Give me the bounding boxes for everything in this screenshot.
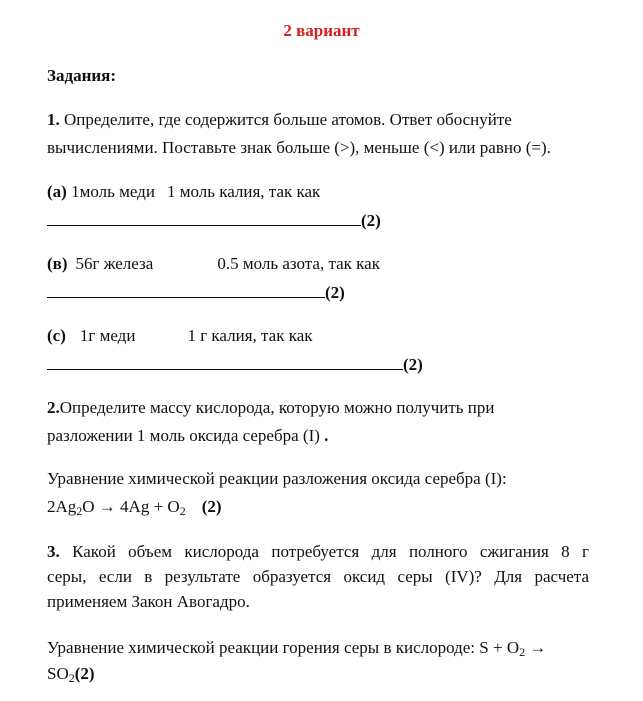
- q2-eq-sub2: 2: [179, 504, 186, 518]
- tasks-heading: [47, 66, 116, 86]
- q1c-item2: 1 г калия, так как: [187, 326, 313, 345]
- q1a-points: (2): [361, 211, 381, 230]
- q1a-label: (а): [47, 182, 67, 201]
- q3-number: 3.: [47, 542, 60, 561]
- q3-eq-product: SO: [47, 664, 69, 683]
- q3-line3: [47, 592, 250, 612]
- variant-title: 2 вариант: [283, 21, 360, 40]
- tasks-heading-text: Задания:: [47, 66, 117, 85]
- q1b-item1: 56г железа: [75, 254, 154, 273]
- q1c-points: (2): [403, 355, 423, 374]
- q1a-item1: 1моль меди: [71, 182, 155, 201]
- q1b-label: (в): [47, 254, 68, 273]
- q1-number: 1.: [47, 110, 60, 129]
- q1a-answer-blank-short: [47, 210, 87, 226]
- q2-text-line1: Определите массу кислорода, которую можно получить при: [59, 398, 495, 417]
- q1-line2: [47, 138, 551, 158]
- q1c-answer-line: [47, 354, 423, 375]
- q2-line1: [47, 398, 495, 418]
- q1b-points: (2): [325, 283, 345, 302]
- q3-text-line1: Какой объем кислорода потребуется для полного сжигания 8 г: [59, 542, 589, 561]
- q3-equation-label-line: [47, 638, 546, 658]
- q2-line2: [47, 426, 328, 446]
- q3-equation-label: Уравнение химической реакции горения серы в кислороде: S + O: [47, 638, 520, 657]
- q1c-label: (с): [47, 326, 66, 345]
- q3-text-line2: серы, если в результате образуется оксид серы (IV)? Для расчета: [47, 567, 589, 586]
- q1a-item2: 1 моль калия, так как: [166, 182, 321, 201]
- q2-equation-label: Уравнение химической реакции разложения оксида серебра (I):: [47, 469, 507, 488]
- q2-equation-line: [47, 497, 222, 517]
- q2-points: (2): [201, 497, 222, 516]
- q1c-answer-blank: [47, 354, 403, 370]
- q1c-line: [47, 326, 313, 346]
- q1b-answer-line: [47, 282, 345, 303]
- q2-eq-sub1: 2: [76, 504, 83, 518]
- q1b-line: [47, 254, 380, 274]
- q3-equation-product-line: [47, 664, 95, 684]
- q2-equation-label-line: [47, 469, 507, 489]
- q1c-item1: 1г меди: [79, 326, 136, 345]
- q3-points: (2): [74, 664, 95, 683]
- q3-text-line3: применяем Закон Авогадро.: [47, 592, 250, 611]
- q3-line1: [47, 542, 589, 562]
- q3-line2: [47, 567, 589, 587]
- q2-eq-part1: 2Ag: [47, 497, 77, 516]
- q3-eq-arrow: →: [525, 638, 547, 657]
- q1a-answer-blank: [87, 210, 361, 226]
- q3-eq-sub2: 2: [68, 671, 75, 685]
- q2-text-line2: разложении 1 моль оксида серебра (I): [47, 426, 320, 445]
- q1-text-line1: Определите, где содержится больше атомов. Ответ обоснуйте: [59, 110, 512, 129]
- q2-number: 2.: [47, 398, 60, 417]
- q2-eq-part2: O → 4Ag + O: [82, 497, 180, 516]
- q1a-line: [47, 182, 320, 202]
- q1a-answer-line: [47, 210, 381, 231]
- q1-line1: [47, 110, 512, 130]
- q3-eq-sub1: 2: [519, 645, 526, 659]
- q1-text-line2: вычислениями. Поставьте знак больше (>), меньше (<) или равно (=).: [47, 138, 551, 157]
- q1b-item2: 0.5 моль азота, так как: [217, 254, 380, 273]
- q1b-answer-blank: [47, 282, 325, 298]
- q2-line2-end: .: [319, 426, 329, 445]
